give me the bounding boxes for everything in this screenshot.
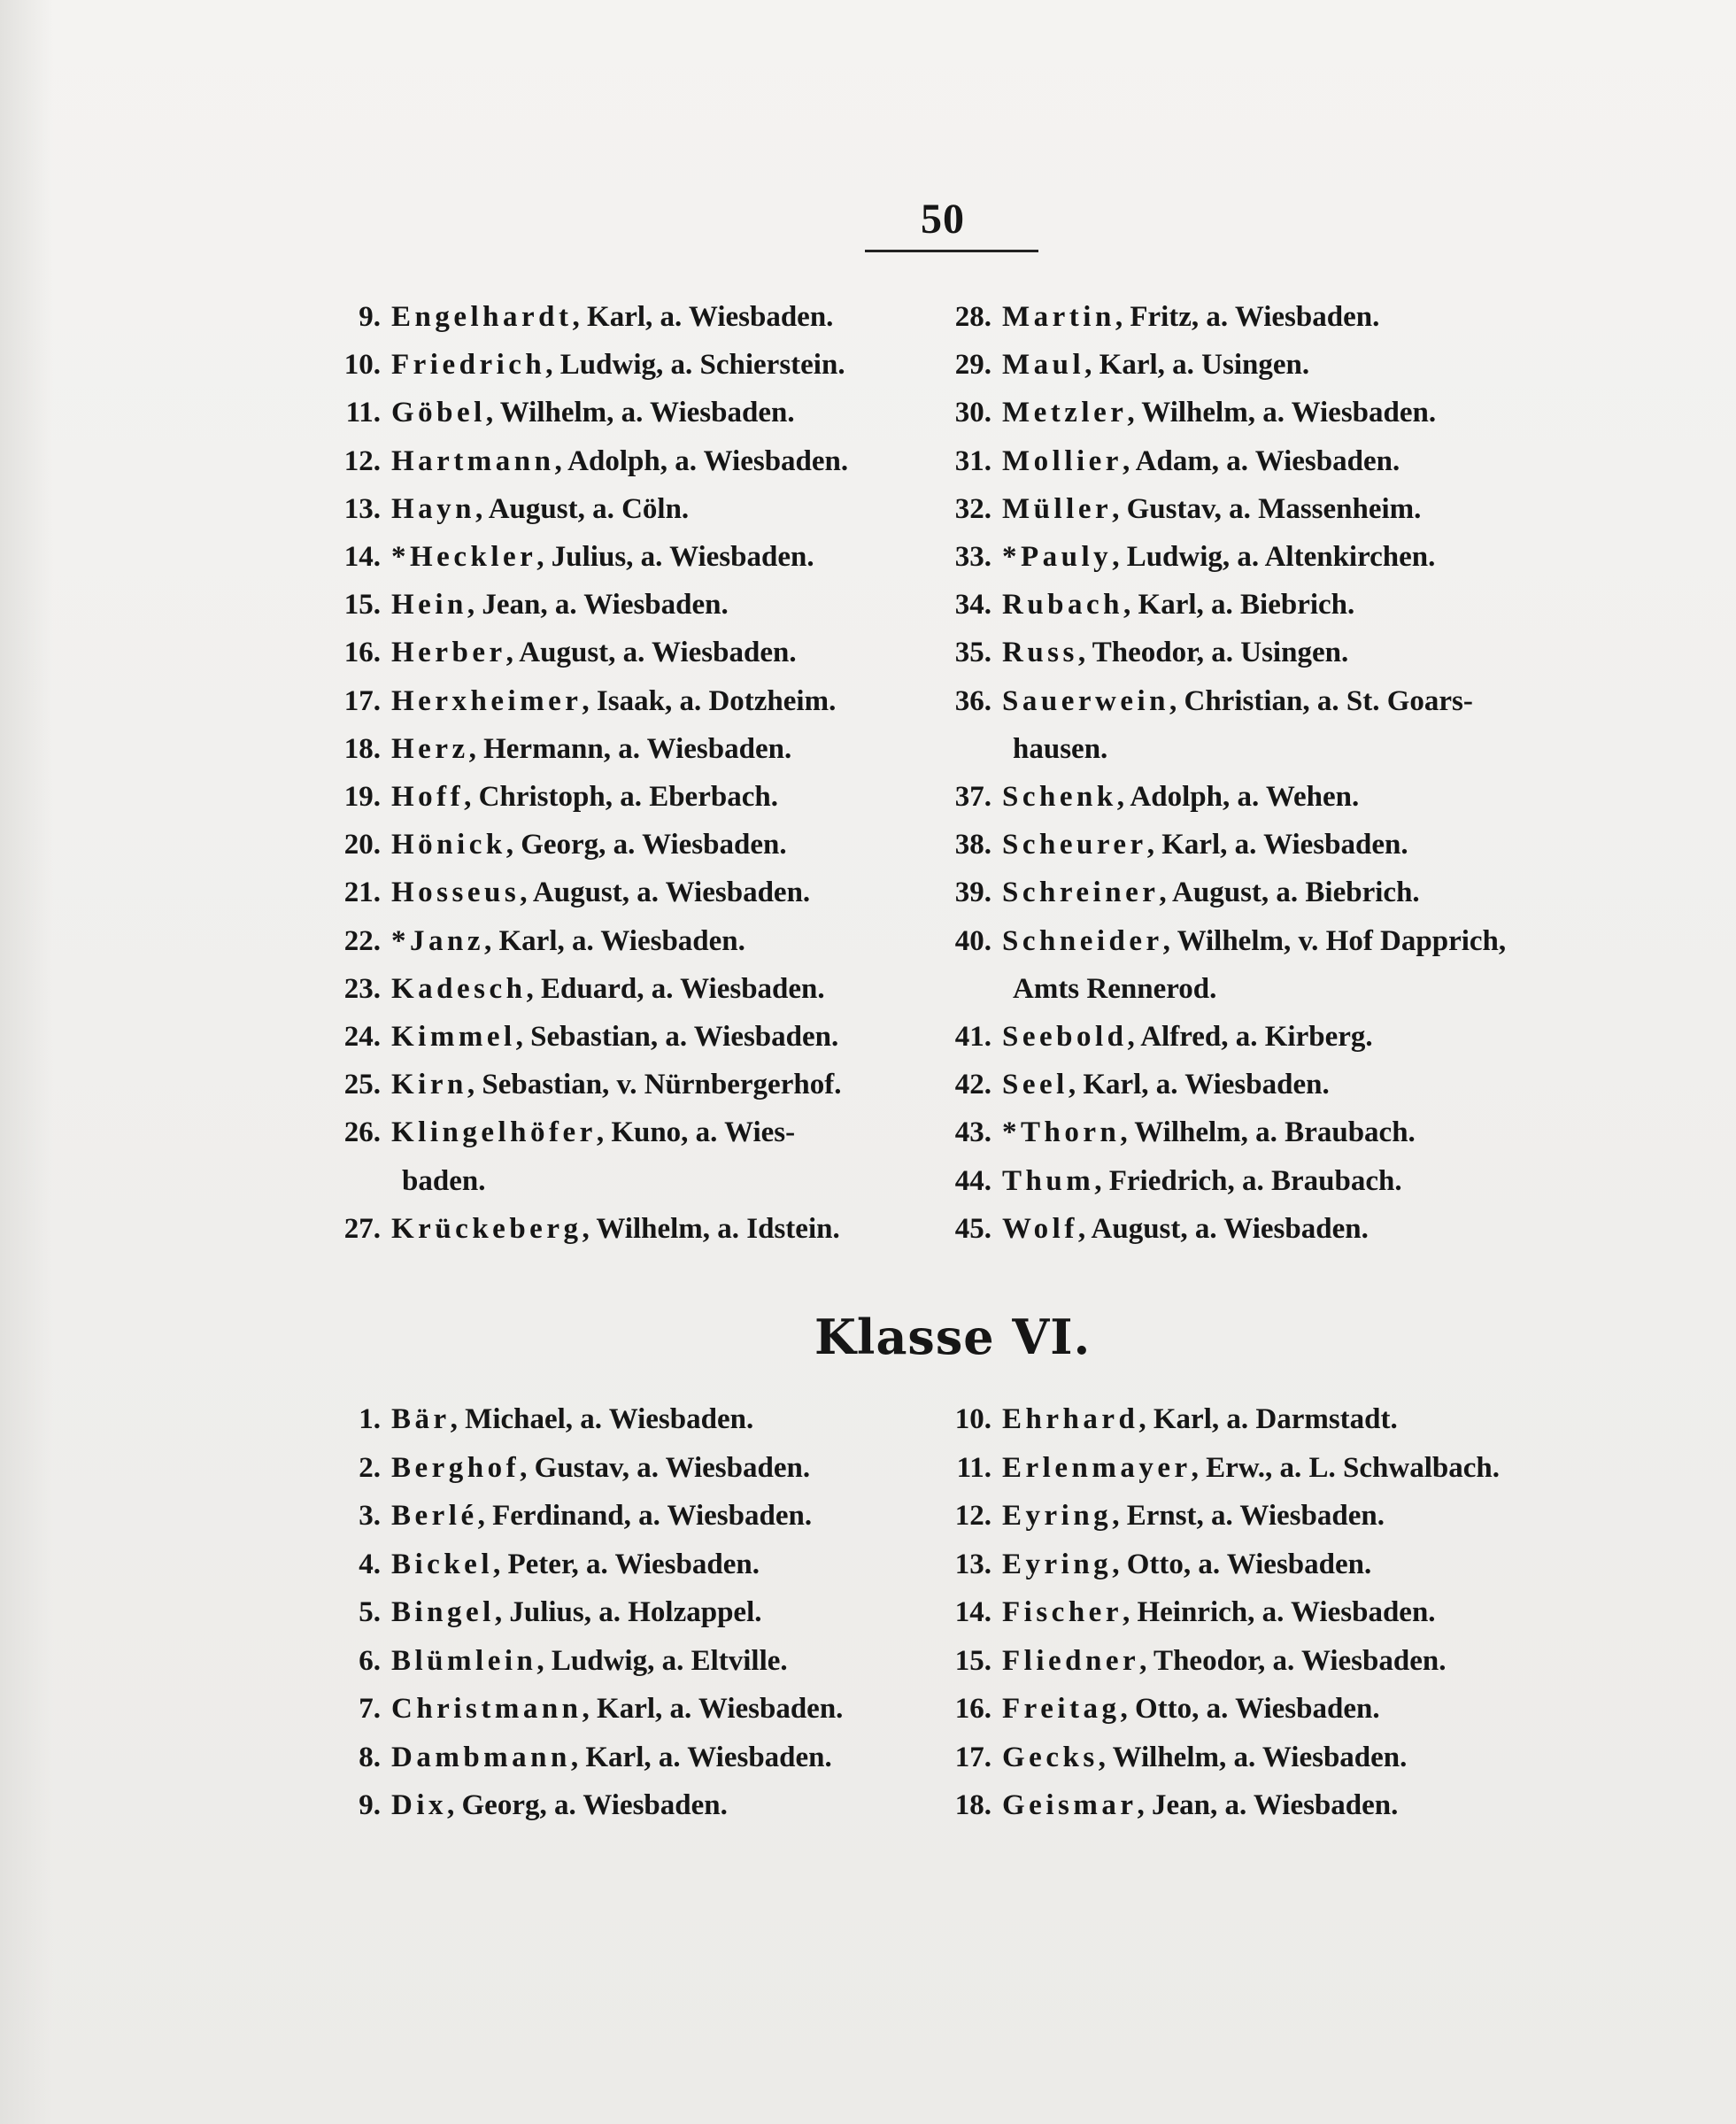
entry-number: 22. bbox=[343, 924, 381, 957]
list-item bbox=[930, 1397, 1398, 1441]
list-item bbox=[930, 1159, 1402, 1203]
entry-surname: Blümlein bbox=[391, 1644, 537, 1677]
list-item bbox=[930, 630, 1348, 675]
list-item bbox=[319, 1735, 832, 1780]
list-item bbox=[930, 967, 1216, 1011]
entry-details: , Kuno, a. Wies- bbox=[596, 1116, 796, 1149]
entry-number: 33. bbox=[954, 541, 991, 573]
entry-number: 13. bbox=[954, 1548, 991, 1580]
entry-surname: Freitag bbox=[1002, 1693, 1121, 1725]
entry-surname: Göbel bbox=[391, 397, 486, 429]
list-item bbox=[319, 439, 848, 483]
entry-details: , August, a. Wiesbaden. bbox=[505, 637, 797, 669]
entry-details: , Wilhelm, a. Idstein. bbox=[582, 1212, 840, 1245]
entry-surname: Bär bbox=[391, 1403, 451, 1435]
entry-details: , Wilhelm, a. Wiesbaden. bbox=[485, 397, 795, 429]
entry-details: , August, a. Wiesbaden. bbox=[520, 877, 811, 909]
entry-surname: Seebold bbox=[1002, 1021, 1128, 1053]
list-item bbox=[930, 295, 1379, 339]
list-item bbox=[930, 1735, 1407, 1780]
entry-surname: Fliedner bbox=[1002, 1644, 1140, 1677]
entry-surname: Ehrhard bbox=[1002, 1403, 1139, 1435]
entry-details: , Adolph, a. Wehen. bbox=[1116, 781, 1360, 813]
entry-surname: *Pauly bbox=[1002, 541, 1113, 573]
entry-number: 3. bbox=[359, 1500, 381, 1532]
entry-number: 31. bbox=[954, 444, 991, 477]
entry-details: , Michael, a. Wiesbaden. bbox=[450, 1403, 754, 1435]
list-item bbox=[319, 967, 825, 1011]
entry-number: 10. bbox=[343, 349, 381, 382]
entry-surname: Wolf bbox=[1002, 1212, 1078, 1245]
entry-details: , Jean, a. Wiesbaden. bbox=[1137, 1789, 1399, 1821]
entry-number: 18. bbox=[343, 732, 381, 765]
list-item bbox=[319, 775, 778, 819]
list-item bbox=[319, 1110, 795, 1155]
entry-details: , Karl, a. Biebrich. bbox=[1123, 589, 1355, 622]
entry-details: , Christoph, a. Eberbach. bbox=[464, 781, 778, 813]
entry-details: , Karl, a. Wiesbaden. bbox=[572, 301, 834, 333]
entry-details: , Wilhelm, a. Wiesbaden. bbox=[1127, 397, 1437, 429]
entry-surname: Mollier bbox=[1002, 444, 1123, 477]
entry-number: 17. bbox=[954, 1741, 991, 1773]
entry-number: 25. bbox=[343, 1069, 381, 1101]
entry-details: , Ludwig, a. Eltville. bbox=[536, 1644, 788, 1677]
list-item bbox=[930, 775, 1359, 819]
list-item bbox=[930, 1062, 1330, 1107]
entry-number: 16. bbox=[954, 1693, 991, 1725]
entry-number: 19. bbox=[343, 781, 381, 813]
entry-surname: Hosseus bbox=[391, 877, 521, 909]
entry-surname: Bickel bbox=[391, 1548, 493, 1580]
list-item bbox=[319, 1015, 838, 1059]
entry-details: , Otto, a. Wiesbaden. bbox=[1120, 1693, 1380, 1725]
entry-number: 12. bbox=[954, 1500, 991, 1532]
entry-number: 16. bbox=[343, 637, 381, 669]
list-item bbox=[319, 1687, 843, 1731]
list-item bbox=[319, 487, 689, 531]
entry-number: 20. bbox=[343, 829, 381, 861]
entry-details: , Karl, a. Wiesbaden. bbox=[1146, 829, 1408, 861]
entry-details: Amts Rennerod. bbox=[1013, 972, 1217, 1005]
list-item bbox=[930, 535, 1435, 579]
entry-details: , Sebastian, a. Wiesbaden. bbox=[515, 1021, 839, 1053]
entry-details: , Karl, a. Wiesbaden. bbox=[1068, 1069, 1330, 1101]
entry-details: , Karl, a. Wiesbaden. bbox=[582, 1693, 844, 1725]
list-item bbox=[930, 1590, 1436, 1634]
entry-number: 40. bbox=[954, 924, 991, 957]
entry-details: , Gustav, a. Wiesbaden. bbox=[520, 1451, 811, 1484]
list-item bbox=[930, 1446, 1500, 1490]
entry-details: , Karl, a. Wiesbaden. bbox=[570, 1741, 832, 1773]
list-item bbox=[930, 1639, 1446, 1683]
entry-surname: Gecks bbox=[1002, 1741, 1099, 1773]
entry-number: 1. bbox=[359, 1403, 381, 1435]
entry-surname: Metzler bbox=[1002, 397, 1128, 429]
entry-details: , Adolph, a. Wiesbaden. bbox=[554, 444, 849, 477]
entry-details: , Theodor, a. Usingen. bbox=[1077, 637, 1349, 669]
entry-surname: Krückeberg bbox=[391, 1212, 583, 1245]
entry-surname: Eyring bbox=[1002, 1548, 1113, 1580]
entry-number: 41. bbox=[954, 1021, 991, 1053]
entry-number: 43. bbox=[954, 1116, 991, 1149]
entry-surname: Müller bbox=[1002, 492, 1113, 525]
list-item bbox=[319, 679, 836, 723]
entry-number: 15. bbox=[343, 589, 381, 622]
entry-number: 10. bbox=[954, 1403, 991, 1435]
entry-surname: Friedrich bbox=[391, 349, 546, 382]
entry-details: , Peter, a. Wiesbaden. bbox=[493, 1548, 760, 1580]
entry-number: 38. bbox=[954, 829, 991, 861]
list-item bbox=[930, 390, 1436, 435]
entry-surname: Herber bbox=[391, 637, 506, 669]
list-item bbox=[319, 1446, 810, 1490]
entry-surname: Geismar bbox=[1002, 1789, 1138, 1821]
entry-number: 37. bbox=[954, 781, 991, 813]
entry-details: , Jean, a. Wiesbaden. bbox=[467, 589, 729, 622]
page-number: 50 bbox=[921, 196, 965, 243]
bottom-left-list bbox=[319, 1397, 938, 1858]
entry-details: baden. bbox=[402, 1164, 486, 1197]
list-item bbox=[930, 343, 1309, 387]
entry-details: , Karl, a. Wiesbaden. bbox=[484, 924, 745, 957]
entry-number: 17. bbox=[343, 684, 381, 717]
entry-surname: Schenk bbox=[1002, 781, 1117, 813]
list-item bbox=[319, 870, 810, 915]
entry-surname: Kadesch bbox=[391, 972, 527, 1005]
entry-details: , August, a. Cöln. bbox=[475, 492, 690, 525]
entry-details: , Erw., a. L. Schwalbach. bbox=[1191, 1451, 1500, 1484]
page-edge-shadow bbox=[0, 0, 53, 2124]
bottom-right-list bbox=[930, 1397, 1709, 1858]
list-item bbox=[930, 727, 1107, 771]
entry-details: , Fritz, a. Wiesbaden. bbox=[1115, 301, 1380, 333]
entry-surname: Kirn bbox=[391, 1069, 467, 1101]
entry-surname: Klingelhöfer bbox=[391, 1116, 597, 1149]
list-item bbox=[930, 1783, 1398, 1827]
entry-surname: Seel bbox=[1002, 1069, 1069, 1101]
entry-number: 9. bbox=[359, 301, 381, 333]
entry-details: , Julius, a. Wiesbaden. bbox=[536, 541, 814, 573]
entry-details: , Wilhelm, a. Wiesbaden. bbox=[1098, 1741, 1408, 1773]
entry-surname: Erlenmayer bbox=[1002, 1451, 1192, 1484]
entry-surname: Russ bbox=[1002, 637, 1078, 669]
list-item bbox=[319, 919, 745, 963]
entry-details: , August, a. Wiesbaden. bbox=[1077, 1212, 1369, 1245]
list-item bbox=[319, 1590, 762, 1634]
entry-details: , Ludwig, a. Schierstein. bbox=[545, 349, 845, 382]
entry-surname: Christmann bbox=[391, 1693, 583, 1725]
entry-surname: Eyring bbox=[1002, 1500, 1113, 1532]
entry-details: , Sebastian, v. Nürnbergerhof. bbox=[467, 1069, 842, 1101]
entry-details: , Ernst, a. Wiesbaden. bbox=[1112, 1500, 1385, 1532]
entry-number: 21. bbox=[343, 877, 381, 909]
entry-number: 14. bbox=[954, 1596, 991, 1628]
entry-surname: Scheurer bbox=[1002, 829, 1147, 861]
entry-details: , Wilhelm, v. Hof Dapprich, bbox=[1162, 924, 1507, 957]
entry-number: 27. bbox=[343, 1212, 381, 1245]
entry-details: , Hermann, a. Wiesbaden. bbox=[468, 732, 792, 765]
entry-details: , Eduard, a. Wiesbaden. bbox=[526, 972, 825, 1005]
list-item bbox=[930, 823, 1408, 867]
list-item bbox=[930, 583, 1354, 627]
entry-number: 32. bbox=[954, 492, 991, 525]
list-item bbox=[319, 583, 729, 627]
entry-number: 36. bbox=[954, 684, 991, 717]
list-item bbox=[319, 343, 845, 387]
entry-surname: Thum bbox=[1002, 1164, 1095, 1197]
entry-number: 14. bbox=[343, 541, 381, 573]
entry-number: 45. bbox=[954, 1212, 991, 1245]
list-item bbox=[319, 1397, 753, 1441]
entry-number: 7. bbox=[359, 1693, 381, 1725]
list-item bbox=[319, 823, 787, 867]
entry-surname: Fischer bbox=[1002, 1596, 1123, 1628]
entry-surname: Herz bbox=[391, 732, 469, 765]
list-item bbox=[319, 1207, 840, 1251]
list-item bbox=[319, 1639, 788, 1683]
entry-number: 6. bbox=[359, 1644, 381, 1677]
list-item bbox=[930, 487, 1421, 531]
entry-number: 12. bbox=[343, 444, 381, 477]
list-item bbox=[319, 1159, 485, 1203]
list-item bbox=[930, 1015, 1373, 1059]
entry-number: 15. bbox=[954, 1644, 991, 1677]
list-item bbox=[319, 1062, 841, 1107]
list-item bbox=[319, 1494, 812, 1538]
entry-surname: Hein bbox=[391, 589, 467, 622]
top-right-list bbox=[930, 295, 1709, 1251]
entry-details: hausen. bbox=[1013, 732, 1108, 765]
entry-number: 44. bbox=[954, 1164, 991, 1197]
entry-surname: Hayn bbox=[391, 492, 476, 525]
entry-details: , Christian, a. St. Goars- bbox=[1169, 684, 1473, 717]
entry-number: 29. bbox=[954, 349, 991, 382]
entry-surname: Herxheimer bbox=[391, 684, 583, 717]
entry-number: 5. bbox=[359, 1596, 381, 1628]
entry-details: , Alfred, a. Kirberg. bbox=[1127, 1021, 1373, 1053]
list-item bbox=[930, 919, 1506, 963]
entry-surname: *Thorn bbox=[1002, 1116, 1121, 1149]
entry-surname: Bingel bbox=[391, 1596, 495, 1628]
entry-details: , Ludwig, a. Altenkirchen. bbox=[1112, 541, 1436, 573]
entry-number: 8. bbox=[359, 1741, 381, 1773]
entry-details: , Theodor, a. Wiesbaden. bbox=[1139, 1644, 1447, 1677]
list-item bbox=[930, 679, 1473, 723]
entry-surname: Berlé bbox=[391, 1500, 478, 1532]
entry-number: 24. bbox=[343, 1021, 381, 1053]
entry-number: 18. bbox=[954, 1789, 991, 1821]
entry-details: , Georg, a. Wiesbaden. bbox=[447, 1789, 728, 1821]
entry-details: , Isaak, a. Dotzheim. bbox=[582, 684, 837, 717]
list-item bbox=[319, 1783, 728, 1827]
entry-number: 4. bbox=[359, 1548, 381, 1580]
entry-details: , Otto, a. Wiesbaden. bbox=[1112, 1548, 1372, 1580]
page-number-rule bbox=[865, 250, 1038, 252]
list-item bbox=[930, 1207, 1369, 1251]
entry-surname: Sauerwein bbox=[1002, 684, 1169, 717]
entry-details: , August, a. Biebrich. bbox=[1159, 877, 1420, 909]
entry-number: 11. bbox=[345, 397, 381, 429]
list-item bbox=[930, 1542, 1371, 1587]
top-left-list bbox=[319, 295, 938, 1251]
entry-details: , Heinrich, a. Wiesbaden. bbox=[1122, 1596, 1436, 1628]
entry-details: , Karl, a. Darmstadt. bbox=[1138, 1403, 1398, 1435]
entry-surname: Hartmann bbox=[391, 444, 555, 477]
entry-surname: Berghof bbox=[391, 1451, 521, 1484]
list-item bbox=[930, 1494, 1385, 1538]
list-item bbox=[319, 390, 795, 435]
entry-number: 42. bbox=[954, 1069, 991, 1101]
entry-surname: Engelhardt bbox=[391, 301, 573, 333]
entry-number: 9. bbox=[359, 1789, 381, 1821]
entry-surname: Schreiner bbox=[1002, 877, 1160, 909]
list-item bbox=[930, 870, 1420, 915]
list-item bbox=[319, 727, 791, 771]
entry-surname: Hönick bbox=[391, 829, 506, 861]
entry-surname: Dambmann bbox=[391, 1741, 571, 1773]
list-item bbox=[319, 535, 814, 579]
entry-details: , Adam, a. Wiesbaden. bbox=[1122, 444, 1400, 477]
entry-surname: Kimmel bbox=[391, 1021, 516, 1053]
list-item bbox=[319, 630, 797, 675]
entry-number: 23. bbox=[343, 972, 381, 1005]
entry-details: , Karl, a. Usingen. bbox=[1084, 349, 1310, 382]
entry-details: , Julius, a. Holzappel. bbox=[494, 1596, 762, 1628]
entry-surname: Dix bbox=[391, 1789, 447, 1821]
entry-number: 35. bbox=[954, 637, 991, 669]
entry-details: , Wilhelm, a. Braubach. bbox=[1120, 1116, 1416, 1149]
entry-details: , Gustav, a. Massenheim. bbox=[1112, 492, 1422, 525]
entry-details: , Ferdinand, a. Wiesbaden. bbox=[477, 1500, 813, 1532]
section-title: Klasse VI. bbox=[814, 1309, 1092, 1365]
entry-number: 2. bbox=[359, 1451, 381, 1484]
entry-surname: Maul bbox=[1002, 349, 1085, 382]
entry-number: 11. bbox=[956, 1451, 991, 1484]
list-item bbox=[319, 295, 833, 339]
entry-number: 13. bbox=[343, 492, 381, 525]
entry-number: 30. bbox=[954, 397, 991, 429]
entry-number: 34. bbox=[954, 589, 991, 622]
entry-number: 26. bbox=[343, 1116, 381, 1149]
entry-surname: Rubach bbox=[1002, 589, 1124, 622]
entry-number: 28. bbox=[954, 301, 991, 333]
entry-surname: *Janz bbox=[391, 924, 484, 957]
entry-surname: Hoff bbox=[391, 781, 465, 813]
list-item bbox=[930, 439, 1400, 483]
list-item bbox=[319, 1542, 760, 1587]
entry-details: , Georg, a. Wiesbaden. bbox=[505, 829, 787, 861]
list-item bbox=[930, 1687, 1380, 1731]
entry-number: 39. bbox=[954, 877, 991, 909]
entry-details: , Friedrich, a. Braubach. bbox=[1094, 1164, 1402, 1197]
entry-surname: Martin bbox=[1002, 301, 1115, 333]
entry-surname: Schneider bbox=[1002, 924, 1163, 957]
entry-surname: *Heckler bbox=[391, 541, 537, 573]
list-item bbox=[930, 1110, 1416, 1155]
